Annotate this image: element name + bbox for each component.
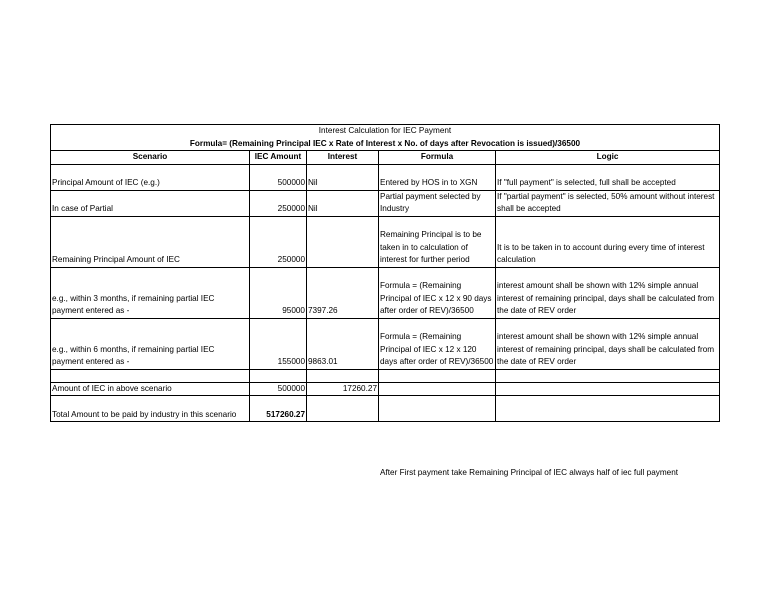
logic-cell [496, 396, 720, 422]
table-row [51, 369, 720, 382]
iec-amount-cell: 250000 [250, 216, 307, 267]
formula-cell: Remaining Principal is to be taken in to calculation of interest for further period [379, 216, 496, 267]
logic-cell: It is to be taken in to account during every time of interest calculation [496, 216, 720, 267]
iec-amount-cell: 517260.27 [250, 396, 307, 422]
interest-cell: Nil [307, 190, 379, 216]
table-row [51, 318, 720, 369]
logic-cell [496, 382, 720, 396]
header-interest: Interest [307, 151, 379, 165]
scenario-cell: Amount of IEC in above scenario [51, 382, 250, 396]
table-row [51, 267, 720, 318]
interest-cell [307, 369, 379, 382]
table-row [51, 190, 720, 216]
formula-cell [379, 382, 496, 396]
iec-amount-cell: 500000 [250, 382, 307, 396]
table-row [51, 164, 720, 190]
logic-cell: interest amount shall be shown with 12% simple annual interest of remaining principal, days shall be calculated from the date of REV order [496, 267, 720, 318]
formula-cell: Entered by HOS in to XGN [379, 164, 496, 190]
header-logic: Logic [496, 151, 720, 165]
scenario-cell: Total Amount to be paid by industry in this scenario [51, 396, 250, 422]
scenario-cell: Principal Amount of IEC (e.g.) [51, 164, 250, 190]
formula-cell [379, 369, 496, 382]
interest-cell: Nil [307, 164, 379, 190]
footnote: After First payment take Remaining Principal of IEC always half of iec full payment [380, 468, 679, 477]
iec-amount-cell: 500000 [250, 164, 307, 190]
formula-cell [379, 396, 496, 422]
interest-calculation-table [50, 124, 720, 422]
interest-cell: 7397.26 [307, 267, 379, 318]
iec-amount-cell: 95000 [250, 267, 307, 318]
table-row [51, 382, 720, 396]
scenario-cell [51, 369, 250, 382]
interest-cell: 9863.01 [307, 318, 379, 369]
formula-cell: Formula = (Remaining Principal of IEC x 12 x 120 days after order of REV)/36500 [379, 318, 496, 369]
formula-line: Formula= (Remaining Principal IEC x Rate of Interest x No. of days after Revocation is issued)/36500 [51, 138, 720, 151]
iec-amount-cell [250, 369, 307, 382]
iec-amount-cell: 155000 [250, 318, 307, 369]
logic-cell: If "partial payment" is selected, 50% amount without interest shall be accepted [496, 190, 720, 216]
scenario-cell: In case of Partial [51, 190, 250, 216]
header-iec-amount: IEC Amount [250, 151, 307, 165]
table-title: Interest Calculation for IEC Payment [51, 125, 720, 138]
interest-cell [307, 396, 379, 422]
formula-cell: Partial payment selected by Industry [379, 190, 496, 216]
logic-cell: interest amount shall be shown with 12% simple annual interest of remaining principal, days shall be calculated from the date of REV order [496, 318, 720, 369]
table-row [51, 216, 720, 267]
scenario-cell: e.g., within 3 months, if remaining partial IEC payment entered as - [51, 267, 250, 318]
logic-cell [496, 369, 720, 382]
interest-cell: 17260.27 [307, 382, 379, 396]
formula-cell: Formula = (Remaining Principal of IEC x 12 x 90 days after order of REV)/36500 [379, 267, 496, 318]
scenario-cell: Remaining Principal Amount of IEC [51, 216, 250, 267]
header-scenario: Scenario [51, 151, 250, 165]
header-formula: Formula [379, 151, 496, 165]
iec-amount-cell: 250000 [250, 190, 307, 216]
table-row [51, 396, 720, 422]
scenario-cell: e.g., within 6 months, if remaining partial IEC payment entered as - [51, 318, 250, 369]
logic-cell: If "full payment" is selected, full shall be accepted [496, 164, 720, 190]
interest-cell [307, 216, 379, 267]
